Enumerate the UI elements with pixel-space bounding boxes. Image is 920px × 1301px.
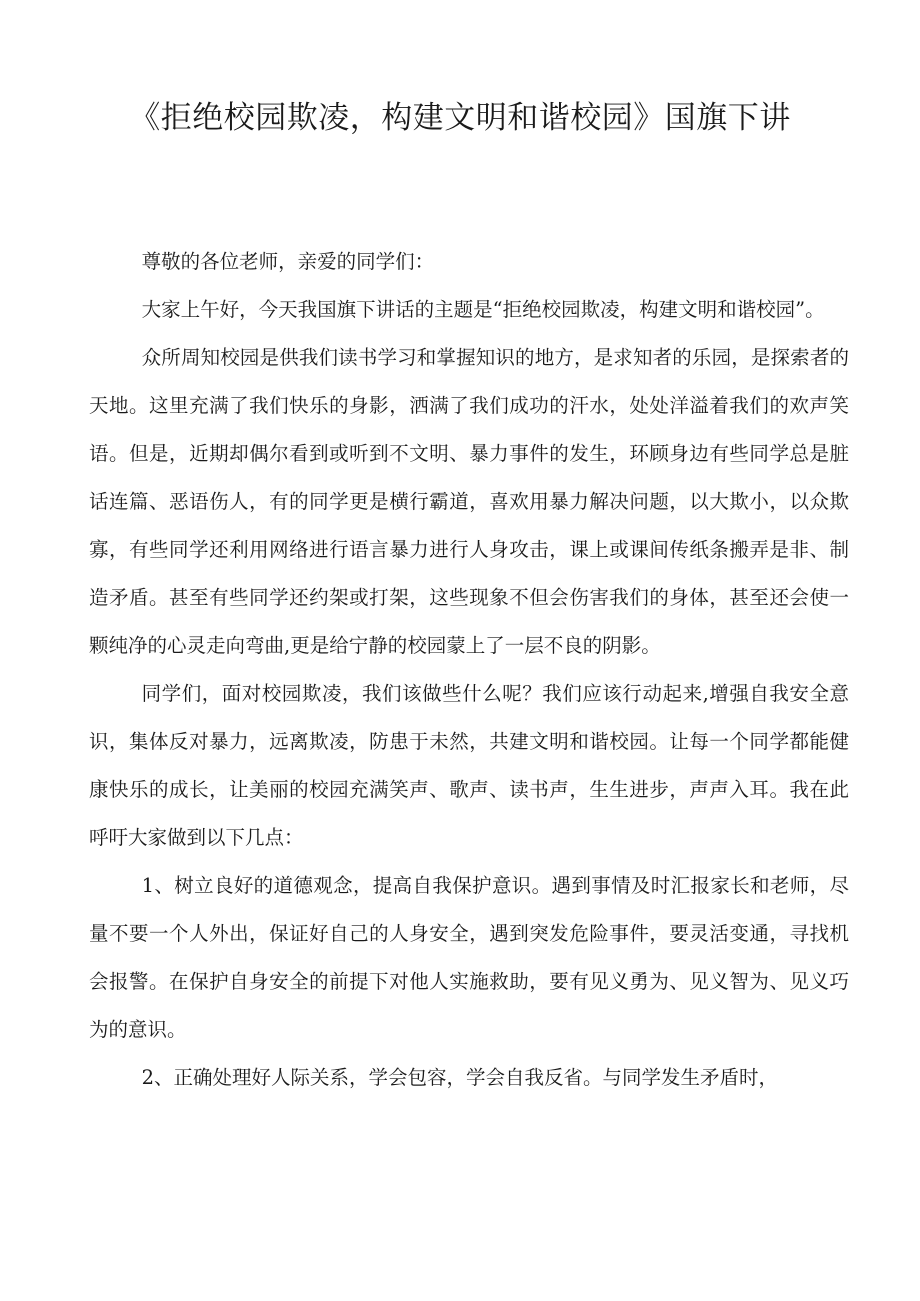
- point-1-paragraph: 1、树立良好的道德观念，提高自我保护意识。遇到事情及时汇报家长和老师，尽量不要一个人外出，保证好自己的人身安全，遇到突发危险事件，要灵活变通，寻找机会报警。在保护自身安全的前提下对他人实施救助，要有见义勇为、见义智为、见义巧为的意识。: [89, 874, 849, 1041]
- call-to-action-paragraph: 同学们，面对校园欺凌，我们该做些什么呢？我们应该行动起来,增强自我安全意识，集体反对暴力，远离欺凌，防患于未然，共建文明和谐校园。让每一个同学都能健康快乐的成长，让美丽的校园充满笑声、歌声、读书声，生生进步，声声入耳。我在此呼吁大家做到以下几点：: [89, 682, 849, 849]
- greeting-paragraph: 尊敬的各位老师，亲爱的同学们：: [141, 250, 435, 273]
- point-2-paragraph: 2、正确处理好人际关系，学会包容，学会自我反省。与同学发生矛盾时，: [141, 1066, 779, 1089]
- campus-paragraph: 众所周知校园是供我们读书学习和掌握知识的地方，是求知者的乐园，是探索者的天地。这里充满了我们快乐的身影，洒满了我们成功的汗水，处处洋溢着我们的欢声笑语。但是，近期却偶尔看到或听到不文明、暴力事件的发生，环顾身边有些同学总是脏话连篇、恶语伤人，有的同学更是横行霸道，喜欢用暴力解决问题，以大欺小，以众欺寡，有些同学还利用网络进行语言暴力进行人身攻击，课上或课间传纸条搬弄是非、制造矛盾。甚至有些同学还约架或打架，这些现象不但会伤害我们的身体，甚至还会使一颗纯净的心灵走向弯曲,更是给宁静的校园蒙上了一层不良的阴影。: [89, 346, 849, 657]
- document-body: [89, 238, 849, 1102]
- document-title: 《拒绝校园欺凌，构建文明和谐校园》国旗下讲: [129, 100, 791, 136]
- opening-paragraph: 大家上午好，今天我国旗下讲话的主题是“拒绝校园欺凌，构建文明和谐校园”。: [141, 298, 825, 321]
